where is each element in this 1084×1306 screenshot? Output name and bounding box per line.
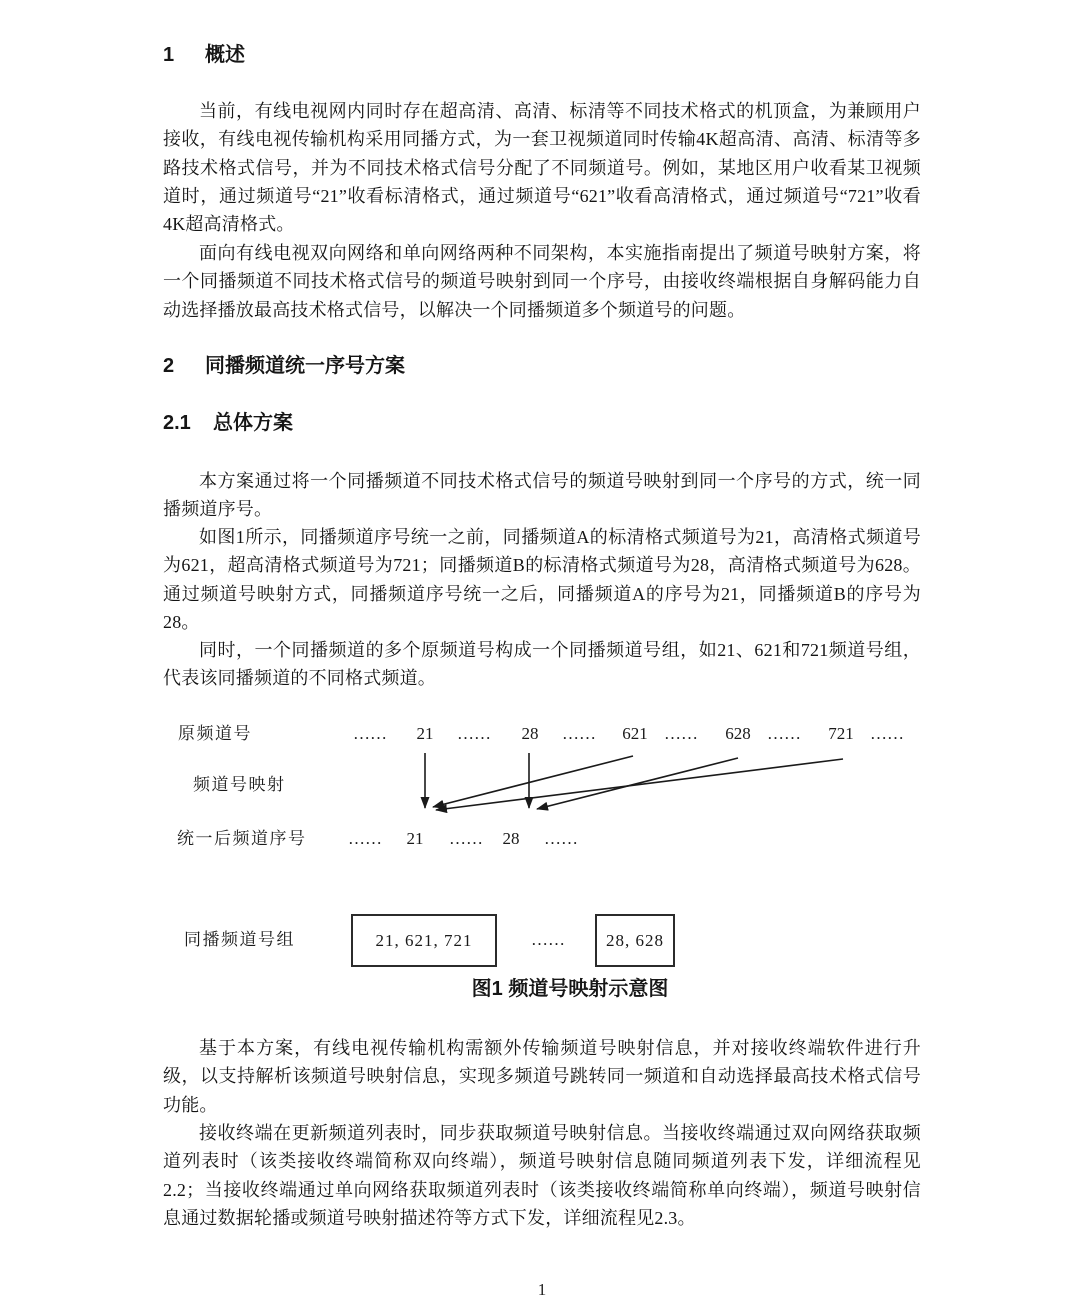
dots: …… bbox=[531, 930, 565, 949]
paragraph-4: 如图1所示，同播频道序号统一之前，同播频道A的标清格式频道号为21，高清格式频道号为621，超高清格式频道号为721；同播频道B的标清格式频道号为28，高清格式频道号为628。通过频道号映射方式，同播频道序号统一之后，同播频道A的序号为21，同播频道B的序号为28。 bbox=[163, 527, 921, 632]
arrow-621-to-21 bbox=[433, 756, 633, 807]
section-heading-1 bbox=[163, 44, 245, 66]
page-number: 1 bbox=[537, 1280, 547, 1299]
dots: …… bbox=[767, 724, 801, 743]
paragraph-7: 接收终端在更新频道列表时，同步获取频道号映射信息。当接收终端通过双向网络获取频道列表时（该类接收终端简称双向终端），频道号映射信息随同频道列表下发，详细流程见2.2；当接收终端通过单向网络获取频道列表时（该类接收终端简称单向终端），频道号映射信息通过数据轮播或频道号映射描述符等方式下发，详细流程见2.3。 bbox=[163, 1123, 921, 1228]
dots: …… bbox=[348, 829, 382, 848]
row-label-original-channels: 原频道号 bbox=[178, 724, 252, 743]
dots: …… bbox=[664, 724, 698, 743]
channel-628: 628 bbox=[725, 724, 751, 743]
arrow-721-to-21 bbox=[436, 759, 843, 810]
dots: …… bbox=[449, 829, 483, 848]
dots: …… bbox=[457, 724, 491, 743]
paragraph-6: 基于本方案，有线电视传输机构需额外传输频道号映射信息，并对接收终端软件进行升级，以支持解析该频道号映射信息，实现多频道号跳转同一频道和自动选择最高技术格式信号功能。 bbox=[163, 1038, 921, 1115]
channel-21: 21 bbox=[416, 724, 434, 743]
mapping-arrows-graphic bbox=[0, 700, 1084, 1012]
channel-group-box-a: 21, 621, 721 bbox=[351, 914, 497, 967]
paragraph-1: 当前，有线电视网内同时存在超高清、高清、标清等不同技术格式的机顶盒，为兼顾用户接收，有线电视传输机构采用同播方式，为一套卫视频道同时传输4K超高清、高清、标清等多路技术格式信号，并为不同技术格式信号分配了不同频道号。例如，某地区用户收看某卫视频道时，通过频道号“21”收看标清格式，通过频道号“621”收看高清格式，通过频道号“721”收看4K超高清格式。 bbox=[163, 101, 921, 235]
heading-number: 1 bbox=[163, 44, 175, 66]
heading-number: 2.1 bbox=[163, 412, 191, 434]
heading-title: 同播频道统一序号方案 bbox=[205, 355, 405, 377]
dots: …… bbox=[562, 724, 596, 743]
paragraph-3: 本方案通过将一个同播频道不同技术格式信号的频道号映射到同一个序号的方式，统一同播频道序号。 bbox=[163, 471, 921, 520]
heading-title: 概述 bbox=[205, 44, 245, 66]
paragraph-2: 面向有线电视双向网络和单向网络两种不同架构，本实施指南提出了频道号映射方案，将一个同播频道不同技术格式信号的频道号映射到同一个序号，由接收终端根据自身解码能力自动选择播放最高技术格式信号，以解决一个同播频道多个频道号的问题。 bbox=[163, 243, 921, 320]
channel-28: 28 bbox=[521, 724, 539, 743]
section-heading-2 bbox=[163, 355, 405, 377]
dots: …… bbox=[353, 724, 387, 743]
section-heading-2-1 bbox=[163, 412, 293, 434]
channel-621: 621 bbox=[622, 724, 648, 743]
sequence-21: 21 bbox=[406, 829, 424, 848]
row-label-channel-mapping: 频道号映射 bbox=[193, 775, 286, 794]
dots: …… bbox=[870, 724, 904, 743]
paragraph-5: 同时，一个同播频道的多个原频道号构成一个同播频道号组，如21、621和721频道号组，代表该同播频道的不同格式频道。 bbox=[163, 640, 921, 689]
row-label-unified-sequence: 统一后频道序号 bbox=[177, 829, 307, 848]
channel-group-box-b: 28, 628 bbox=[595, 914, 675, 967]
figure-caption: 图1 频道号映射示意图 bbox=[471, 978, 669, 1000]
arrow-628-to-28 bbox=[537, 758, 738, 809]
heading-title: 总体方案 bbox=[213, 412, 293, 434]
sequence-28: 28 bbox=[502, 829, 520, 848]
row-label-channel-group: 同播频道号组 bbox=[184, 930, 295, 949]
dots: …… bbox=[544, 829, 578, 848]
channel-721: 721 bbox=[828, 724, 854, 743]
figure-channel-mapping bbox=[0, 700, 1084, 1012]
heading-number: 2 bbox=[163, 355, 175, 377]
